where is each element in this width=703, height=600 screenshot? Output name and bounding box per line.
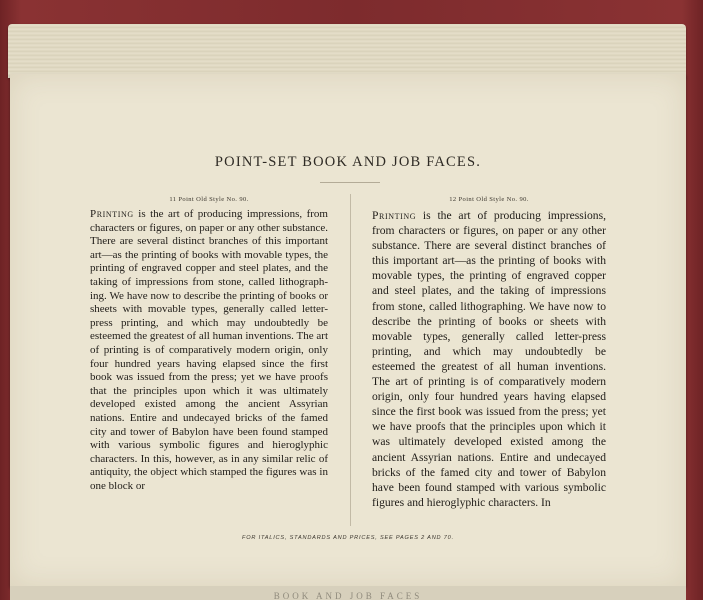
book-page (10, 74, 686, 586)
left-body-text: is the art of producing impressions, from characters or figures, on paper or any other substance. There are several distinct branches of this important art—as the printing of books with movable types, the printing of engraved copper and steel plates, and the taking of impressions from stone, called lithographing. We have now to describe the printing of books or sheets with movable types, generally called letter-press printing, and which may undoubtedly be esteemed the greatest of all human inventions. The art of printing is of comparatively modern origin, only four hundred years having elapsed since the first book was issued from the press; yet we have proofs that the principles upon which it was ultimately developed existed among the ancient Assyrian nations. Entire and undecayed bricks of the famed city and tower of Babylon have been found stamped with various symbolic figures and hieroglyphic characters. In this, however, as in any similar relic of antiquity, the object which stamped the figures was in one block or (90, 208, 328, 492)
right-body-text: is the art of producing impressions, from characters or figures, on paper or any other substance. There are several distinct branches of this important art—as the printing of books with movable types, the printing of engraved copper and steel plates, and the taking of impressions from stone, called lithographing. We have now to describe the printing of books or sheets with movable types, generally called letter-press printing, and which may undoubtedly be esteemed the greatest of all human inventions. The art of printing is of comparatively modern origin, only four hundred years having elapsed since the first book was issued from the press; yet we have proofs that the principles upon which it was ultimately developed existed among the ancient Assyrian nations. Entire and undecayed bricks of the famed city and tower of Babylon have been found stamped with various symbolic figures and hieroglyphic characters. In (372, 209, 606, 509)
right-lead-word: Printing (372, 209, 417, 222)
left-lead-word: Printing (90, 208, 134, 220)
right-column-label: 12 Point Old Style No. 90. (449, 196, 529, 203)
page-edges (8, 24, 686, 78)
left-column-label: 11 Point Old Style No. 90. (169, 196, 249, 203)
page-title: POINT-SET BOOK AND JOB FACES. (214, 154, 482, 170)
right-column-text (372, 208, 606, 510)
page-footer: FOR ITALICS, STANDARDS AND PRICES, SEE PAGES 2 AND 70. (242, 535, 454, 541)
next-page-strip (10, 586, 686, 600)
next-page-heading: BOOK AND JOB FACES (273, 591, 423, 600)
title-rule (320, 182, 380, 183)
left-column-text (90, 208, 328, 493)
column-divider (350, 194, 351, 526)
